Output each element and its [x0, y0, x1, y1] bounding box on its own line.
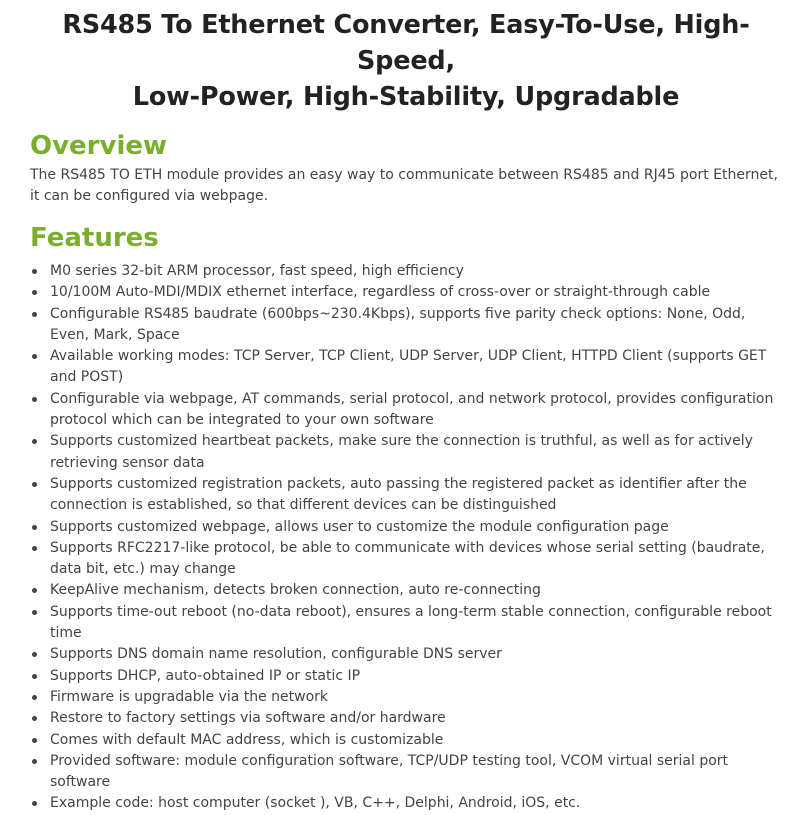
feature-item: Supports DHCP, auto-obtained IP or static IP [30, 666, 782, 687]
feature-item: Restore to factory settings via software and/or hardware [30, 708, 782, 729]
feature-item: 10/100M Auto-MDI/MDIX ethernet interface, regardless of cross-over or straight-through cable [30, 282, 782, 303]
overview-text: The RS485 TO ETH module provides an easy way to communicate between RS485 and RJ45 port Ethernet, it can be configured via webpage. [30, 167, 778, 204]
feature-item: Configurable RS485 baudrate (600bps~230.4Kbps), supports five parity check options: None, Odd, Even, Mark, Space [30, 304, 782, 347]
feature-item: Firmware is upgradable via the network [30, 687, 782, 708]
feature-item: M0 series 32-bit ARM processor, fast speed, high efficiency [30, 261, 782, 282]
feature-list [30, 261, 782, 815]
feature-item: Supports DNS domain name resolution, configurable DNS server [30, 644, 782, 665]
product-title-line-1: RS485 To Ethernet Converter, Easy-To-Use, High-Speed, [62, 10, 750, 76]
feature-item: Example code: host computer (socket ), VB, C++, Delphi, Android, iOS, etc. [30, 793, 782, 814]
feature-item: KeepAlive mechanism, detects broken connection, auto re-connecting [30, 580, 782, 601]
feature-item: Comes with default MAC address, which is customizable [30, 730, 782, 751]
product-title-line-2: Low-Power, High-Stability, Upgradable [132, 82, 680, 112]
feature-item: Supports customized webpage, allows user to customize the module configuration page [30, 517, 782, 538]
product-title [30, 0, 782, 115]
feature-item: Supports time-out reboot (no-data reboot), ensures a long-term stable connection, configurable reboot time [30, 602, 782, 645]
feature-item: Configurable via webpage, AT commands, serial protocol, and network protocol, provides configuration protocol which can be integrated to your own software [30, 389, 782, 432]
overview-heading: Overview [30, 131, 168, 161]
features-heading: Features [30, 223, 159, 253]
feature-item: Supports RFC2217-like protocol, be able to communicate with devices whose serial setting (baudrate, data bit, etc.) may change [30, 538, 782, 581]
feature-item: Available working modes: TCP Server, TCP Client, UDP Server, UDP Client, HTTPD Client (supports GET and POST) [30, 346, 782, 389]
feature-item: Provided software: module configuration software, TCP/UDP testing tool, VCOM virtual serial port software [30, 751, 782, 794]
feature-item: Supports customized heartbeat packets, make sure the connection is truthful, as well as for actively retrieving sensor data [30, 431, 782, 474]
feature-item: Supports customized registration packets, auto passing the registered packet as identifier after the connection is established, so that different devices can be distinguished [30, 474, 782, 517]
